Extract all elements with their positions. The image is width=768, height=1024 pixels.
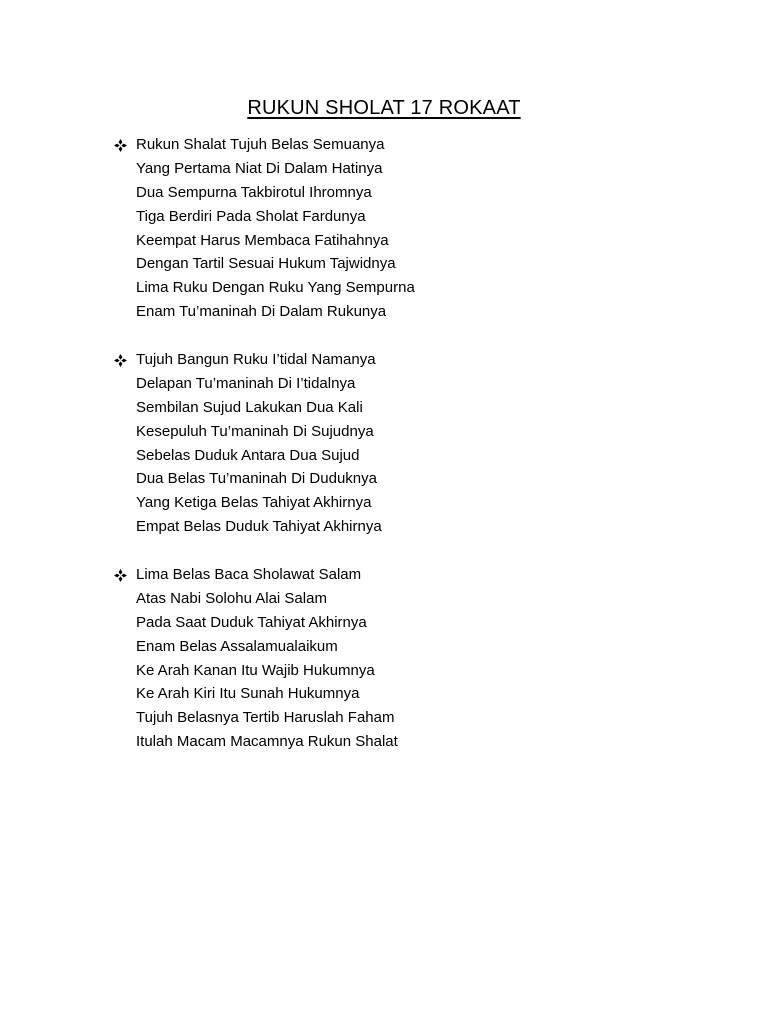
stanza-line-text: Tujuh Bangun Ruku I’tidal Namanya <box>136 351 376 368</box>
stanza-line <box>114 706 674 730</box>
stanza-line <box>114 252 674 276</box>
stanza-line-text: Lima Ruku Dengan Ruku Yang Sempurna <box>136 279 415 297</box>
stanza-line <box>114 133 674 157</box>
stanza-line <box>114 157 674 181</box>
stanza-line <box>114 444 674 468</box>
four-diamond-bullet-icon <box>114 354 127 367</box>
stanza-line <box>114 682 674 706</box>
stanza-line-text: Dengan Tartil Sesuai Hukum Tajwidnya <box>136 255 396 273</box>
stanza-line <box>114 515 674 539</box>
stanza-line-text: Itulah Macam Macamnya Rukun Shalat <box>136 733 398 751</box>
stanza-line <box>114 659 674 683</box>
stanza-line-text: Sembilan Sujud Lakukan Dua Kali <box>136 398 363 416</box>
stanza-line-text: Tujuh Belasnya Tertib Haruslah Faham <box>136 709 395 727</box>
stanza-line-text: Atas Nabi Solohu Alai Salam <box>136 589 327 607</box>
page-title-text: RUKUN SHOLAT 17 ROKAAT <box>247 97 521 119</box>
stanza-line <box>114 467 674 491</box>
stanza-line <box>114 563 674 587</box>
four-diamond-bullet-icon <box>114 569 127 582</box>
stanza-line <box>114 396 674 420</box>
stanza-line <box>114 730 674 754</box>
stanza-line-text: Enam Tu’maninah Di Dalam Rukunya <box>136 303 387 321</box>
stanza-line <box>114 300 674 324</box>
stanza-line-text: Yang Pertama Niat Di Dalam Hatinya <box>136 159 383 177</box>
stanza-line <box>114 229 674 253</box>
stanza-line-text: Empat Belas Duduk Tahiyat Akhirnya <box>136 518 382 536</box>
stanza-line-text: Enam Belas Assalamualaikum <box>136 637 338 655</box>
stanza-line-text: Rukun Shalat Tujuh Belas Semuanya <box>136 136 385 153</box>
stanza-line <box>114 420 674 444</box>
stanza-line-text: Lima Belas Baca Sholawat Salam <box>136 566 362 583</box>
stanza-3 <box>114 563 674 754</box>
stanza-line-text: Pada Saat Duduk Tahiyat Akhirnya <box>136 613 367 631</box>
page-title <box>0 94 768 122</box>
stanza-line-text: Keempat Harus Membaca Fatihahnya <box>136 231 389 249</box>
stanza-line-text: Ke Arah Kanan Itu Wajib Hukumnya <box>136 661 375 679</box>
stanza-line <box>114 491 674 515</box>
stanza-line-text: Delapan Tu’maninah Di I’tidalnya <box>136 374 356 392</box>
stanza-line <box>114 276 674 300</box>
stanza-line <box>114 587 674 611</box>
stanza-line <box>114 372 674 396</box>
four-diamond-bullet-icon <box>114 139 127 152</box>
stanza-line-text: Ke Arah Kiri Itu Sunah Hukumnya <box>136 685 360 703</box>
stanza-2 <box>114 348 674 539</box>
stanza-line-text: Kesepuluh Tu’maninah Di Sujudnya <box>136 422 374 440</box>
stanza-line <box>114 348 674 372</box>
stanza-line-text: Sebelas Duduk Antara Dua Sujud <box>136 446 360 464</box>
stanza-line <box>114 181 674 205</box>
stanza-line-text: Yang Ketiga Belas Tahiyat Akhirnya <box>136 494 372 512</box>
stanza-line <box>114 611 674 635</box>
stanza-1 <box>114 133 674 324</box>
stanza-line <box>114 635 674 659</box>
stanza-line-text: Tiga Berdiri Pada Sholat Fardunya <box>136 207 366 225</box>
stanza-line <box>114 205 674 229</box>
stanza-line-text: Dua Sempurna Takbirotul Ihromnya <box>136 183 372 201</box>
stanza-line-text: Dua Belas Tu’maninah Di Duduknya <box>136 470 377 488</box>
